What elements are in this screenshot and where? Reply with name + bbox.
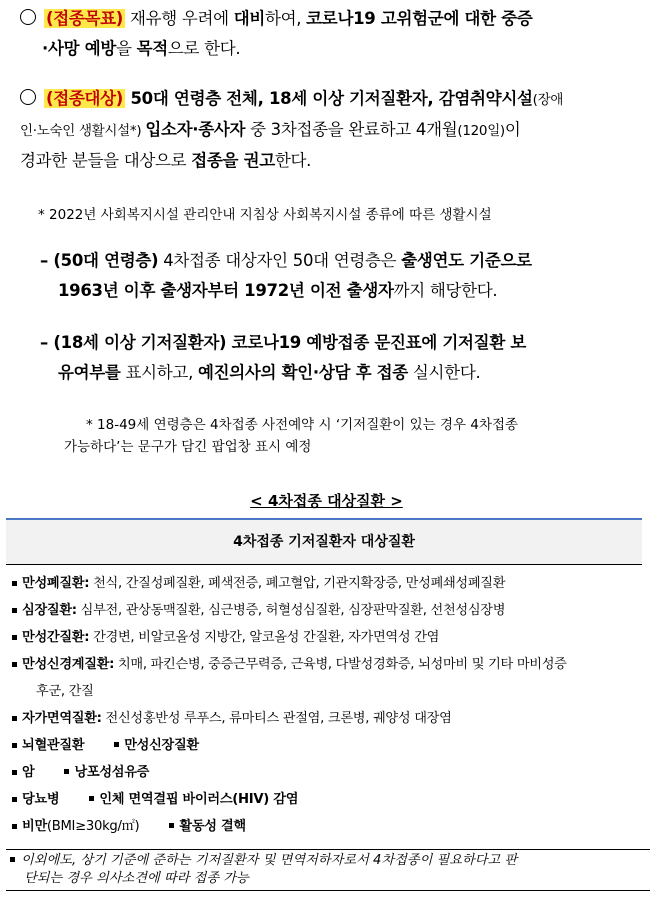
section-title: < 4차접종 대상질환 > (250, 492, 403, 510)
target-text-bold: 접종을 권고 (191, 151, 275, 170)
square-bullet-icon (12, 770, 17, 775)
goal-paragraph (20, 4, 650, 64)
row-label: 만성폐질환: (22, 576, 90, 591)
row-text: 치매, 파킨슨병, 중증근무력증, 근육병, 다발성경화증, 뇌성마비 및 기타 마비성증 (114, 657, 567, 672)
circle-bullet-icon (20, 89, 36, 105)
underlying-disease-item (40, 328, 650, 388)
target-text-small: (장애 (532, 92, 564, 108)
target-text: 중 3차접종을 완료하고 4개월 (245, 120, 458, 139)
row-text: 간경변, 비알코올성 지방간, 알코올성 간질환, 자가면역성 간염 (89, 630, 440, 645)
square-bullet-icon (64, 769, 69, 774)
list-item (10, 705, 650, 732)
goal-tag: (접종목표) (46, 9, 124, 28)
square-bullet-icon (12, 743, 17, 748)
square-bullet-icon (12, 635, 17, 640)
age-50-item (40, 246, 650, 306)
row-label: 만성신경계질환: (22, 657, 115, 672)
underlying-text-bold: 유여부를 (58, 363, 121, 382)
row-text: 천식, 간질성폐질환, 폐색전증, 폐고혈압, 기관지확장증, 만성폐쇄성폐질환 (89, 576, 506, 591)
footer-line2: 단되는 경우 의사소견에 따라 접종 가능 (24, 871, 249, 886)
goal-text: 을 (115, 39, 137, 58)
target-text-small: 인·노숙인 생활시설*) (20, 123, 146, 139)
goal-text: 으로 한다. (167, 39, 241, 58)
square-bullet-icon (12, 662, 17, 667)
underlying-text: 표시하고, (120, 363, 198, 382)
list-item (10, 624, 650, 651)
age-50-text-bold: 출생연도 기준으로 (401, 251, 532, 270)
row-label: 자가면역질환: (22, 711, 102, 726)
list-item (10, 732, 650, 759)
goal-text: 재유행 우려에 (125, 9, 234, 28)
goal-text: 하여, (265, 9, 307, 28)
target-tag: (접종대상) (46, 89, 124, 108)
square-bullet-icon (169, 823, 174, 828)
underlying-text-bold: 예진의사의 확인·상담 후 접종 (197, 363, 408, 382)
goal-text-bold: ·사망 예방 (42, 39, 116, 58)
list-item (10, 759, 650, 786)
row-text-cont: 후군, 간질 (36, 684, 94, 699)
target-text-bold: 50대 연령층 전체, 18세 이상 기저질환자, 감염취약시설 (125, 89, 533, 108)
list-item (10, 813, 650, 840)
square-bullet-icon (12, 824, 17, 829)
age-50-text: 까지 해당한다. (393, 281, 498, 300)
goal-text-bold: 코로나19 고위험군에 대한 중증 (306, 9, 533, 28)
square-bullet-icon (89, 796, 94, 801)
row-label: 활동성 결핵 (179, 819, 246, 834)
list-item (10, 786, 650, 813)
target-text-bold: 입소자·종사자 (145, 120, 246, 139)
row-label: 심장질환: (22, 603, 77, 618)
row-text: (BMI≥30kg/㎡) (46, 819, 140, 834)
footer-note (6, 849, 650, 891)
age-50-text-bold: 1963년 이후 출생자부터 1972년 이전 출생자 (58, 281, 394, 300)
row-label: 암 (22, 765, 35, 780)
row-label: 낭포성섬유증 (74, 765, 150, 780)
target-text-small: (120일) (457, 123, 505, 139)
target-text: 이 (504, 120, 521, 139)
square-bullet-icon (10, 857, 15, 862)
popup-note-line2: 가능하다’는 문구가 담긴 팝업창 표시 예정 (64, 439, 312, 455)
list-item (10, 570, 650, 597)
row-label: 당뇨병 (22, 792, 60, 807)
popup-note (64, 414, 650, 458)
age-50-label: – (50대 연령층) (40, 251, 159, 270)
square-bullet-icon (114, 742, 119, 747)
facility-note: * 2022년 사회복지시설 관리안내 지침상 사회복지시설 종류에 따른 생활시설 (38, 207, 492, 223)
age-50-text: 4차접종 대상자인 50대 연령층은 (158, 251, 402, 270)
target-paragraph (20, 84, 650, 176)
underlying-label: – (18세 이상 기저질환자) 코로나19 예방접종 문진표에 기저질환 보 (40, 333, 527, 352)
popup-note-line1: * 18-49세 연령층은 4차접종 사전예약 시 ‘기저질환이 있는 경우 4차접종 (86, 417, 519, 433)
row-label: 뇌혈관질환 (22, 738, 85, 753)
footer-line1: 이외에도, 상기 기준에 준하는 기저질환자 및 면역저하자로서 4차접종이 필요하다고 판 (21, 853, 518, 868)
target-text: 한다. (274, 151, 312, 170)
square-bullet-icon (12, 797, 17, 802)
square-bullet-icon (12, 716, 17, 721)
row-label: 비만 (22, 819, 47, 834)
row-text: 전신성홍반성 루푸스, 류마티스 관절염, 크론병, 궤양성 대장염 (101, 711, 452, 726)
disease-list (10, 570, 650, 840)
target-text: 경과한 분들을 대상으로 (20, 151, 192, 170)
square-bullet-icon (12, 581, 17, 586)
row-label: 인체 면역결핍 바이러스(HIV) 감염 (99, 792, 299, 807)
underlying-text: 실시한다. (407, 363, 481, 382)
list-item (10, 597, 650, 624)
list-item (10, 651, 650, 705)
table-header: 4차접종 기저질환자 대상질환 (6, 518, 642, 565)
goal-text-bold: 목적 (136, 39, 168, 58)
circle-bullet-icon (20, 9, 36, 25)
row-label: 만성간질환: (22, 630, 90, 645)
square-bullet-icon (12, 608, 17, 613)
goal-text-bold: 대비 (233, 9, 265, 28)
row-label: 만성신장질환 (124, 738, 199, 753)
row-text: 심부전, 관상동맥질환, 심근병증, 허혈성심질환, 심장판막질환, 선천성심장병 (76, 603, 506, 618)
